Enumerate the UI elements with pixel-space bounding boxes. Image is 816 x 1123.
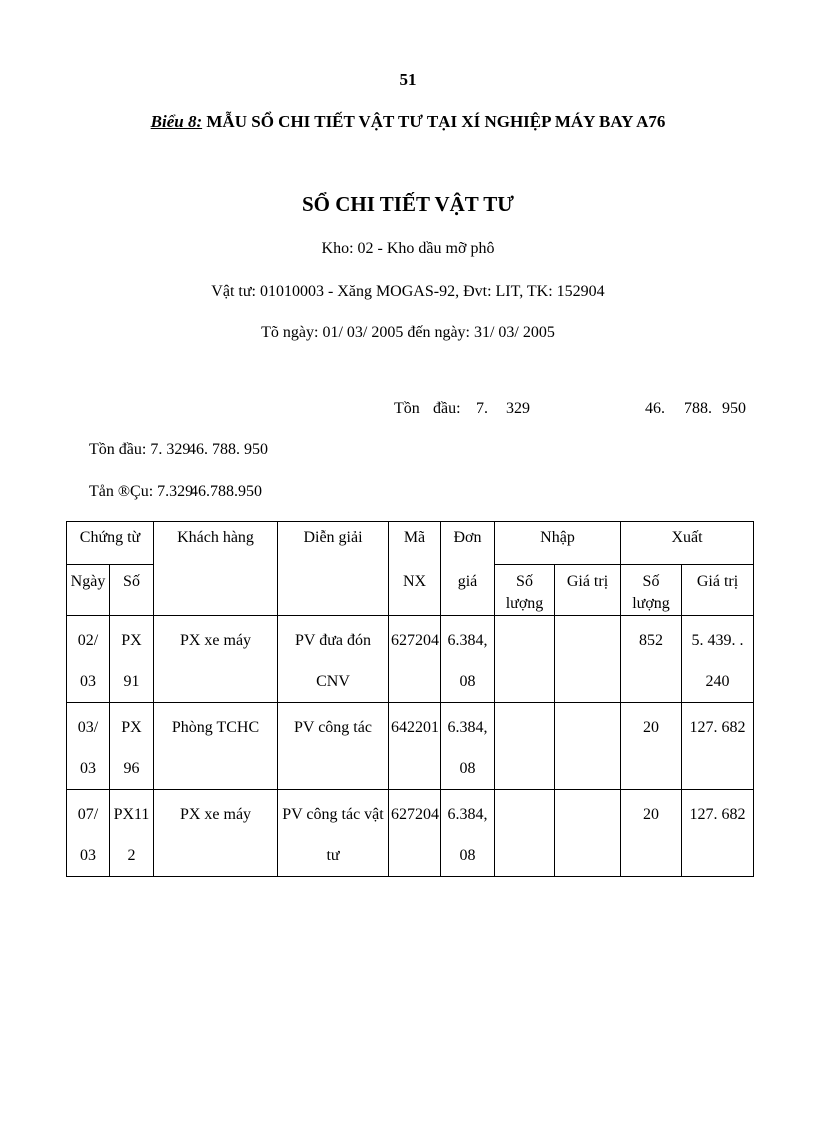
row-export-qty: 20 — [621, 703, 682, 790]
opening-label-line-3: Tån ®Çu: 7.329 — [89, 483, 194, 500]
row-number-part-1: PX 96 — [121, 719, 142, 777]
row-number-part-1: PX 91 — [121, 632, 142, 690]
row-export-value-part-2: 240 — [705, 673, 730, 690]
header-unit-price: Đơn — [441, 522, 495, 565]
row-import-value — [555, 703, 621, 790]
row-export-qty: 852 — [621, 616, 682, 703]
opening-label-line-2: Tồn đầu: 7. 329 — [89, 441, 191, 458]
row-unit-price-part-2: 08 — [459, 760, 476, 777]
table-row — [67, 790, 754, 877]
row-import-value — [555, 790, 621, 877]
row-unit-price — [441, 703, 495, 790]
row-description: PV công tác — [278, 703, 389, 790]
row-number-part-2: 2 — [127, 847, 136, 864]
row-unit-price-part-2: 08 — [459, 673, 476, 690]
row-code: 627204 — [389, 790, 441, 877]
header-code-2: NX — [389, 565, 441, 616]
document-title-text: MẪU SỔ CHI TIẾT VẬT TƯ TẠI XÍ NGHIỆP MÁY BAY A76 — [202, 112, 666, 131]
material-line: Vật tư: 01010003 - Xăng MOGAS-92, Đvt: LIT, TK: 152904 — [211, 283, 605, 300]
row-export-value-part-1: 5. 439. . — [691, 632, 744, 649]
ledger-title: SỔ CHI TIẾT VẬT TƯ — [301, 192, 515, 216]
ledger-table — [66, 521, 754, 877]
document-title — [0, 112, 816, 132]
document-label: Biểu 8: — [150, 112, 203, 131]
row-customer: PX xe máy — [154, 790, 278, 877]
row-number-part-1: PX11 — [113, 806, 150, 823]
header-customer: Khách hàng — [154, 522, 278, 616]
header-date: Ngày — [67, 565, 110, 616]
page-number: 51 — [399, 70, 417, 89]
opening-value-part-3: 950 — [722, 400, 746, 417]
row-unit-price-part-1: 6.384, — [447, 719, 488, 736]
row-number — [110, 616, 154, 703]
header-code: Mã — [389, 522, 441, 565]
row-export-value — [682, 616, 754, 703]
table-row — [67, 616, 754, 703]
header-import-qty: Số lượng — [495, 565, 555, 616]
warehouse-line: Kho: 02 - Kho dầu mỡ phô — [321, 240, 495, 257]
opening-value-line-2: 46. 788. 950 — [188, 441, 268, 458]
row-import-value — [555, 616, 621, 703]
opening-qty-part-2: 329 — [506, 400, 530, 417]
header-unit-price-2: giá — [441, 565, 495, 616]
opening-qty-part-1: 7. — [476, 400, 488, 417]
opening-value-part-2: 788. — [684, 400, 712, 417]
row-unit-price-part-1: 6.384, — [447, 632, 488, 649]
row-description: PV công tác vật tư — [278, 790, 389, 877]
header-import-value: Giá trị — [555, 565, 621, 616]
row-unit-price — [441, 616, 495, 703]
row-export-value — [682, 790, 754, 877]
header-voucher: Chứng từ — [67, 522, 154, 565]
header-export: Xuất — [621, 522, 754, 565]
row-import-qty — [495, 616, 555, 703]
period-line: Tõ ngày: 01/ 03/ 2005 đến ngày: 31/ 03/ 2005 — [261, 324, 555, 341]
row-date: 07/ 03 — [67, 790, 110, 877]
row-import-qty — [495, 703, 555, 790]
row-import-qty — [495, 790, 555, 877]
opening-value-part-1: 46. — [645, 400, 665, 417]
header-export-qty: Số lượng — [621, 565, 682, 616]
row-export-value-part-1: 127. 682 — [689, 806, 746, 823]
row-code: 642201 — [389, 703, 441, 790]
row-date: 02/ 03 — [67, 616, 110, 703]
row-description: PV đưa đón CNV — [278, 616, 389, 703]
row-customer: Phòng TCHC — [154, 703, 278, 790]
row-export-value — [682, 703, 754, 790]
row-unit-price-part-2: 08 — [459, 847, 476, 864]
row-export-value-part-1: 127. 682 — [689, 719, 746, 736]
row-export-qty: 20 — [621, 790, 682, 877]
row-customer: PX xe máy — [154, 616, 278, 703]
row-code: 627204 — [389, 616, 441, 703]
row-number — [110, 703, 154, 790]
opening-label: Tồn — [394, 400, 420, 417]
row-unit-price-part-1: 6.384, — [447, 806, 488, 823]
opening-label-2: đầu: — [433, 400, 461, 417]
row-date: 03/ 03 — [67, 703, 110, 790]
row-number — [110, 790, 154, 877]
header-import: Nhập — [495, 522, 621, 565]
header-number: Số — [110, 565, 154, 616]
opening-value-line-3: 46.788.950 — [190, 483, 262, 500]
header-export-value: Giá trị — [682, 565, 754, 616]
table-header-row-1 — [67, 522, 754, 565]
table-row — [67, 703, 754, 790]
header-description: Diễn giải — [278, 522, 389, 616]
row-unit-price — [441, 790, 495, 877]
